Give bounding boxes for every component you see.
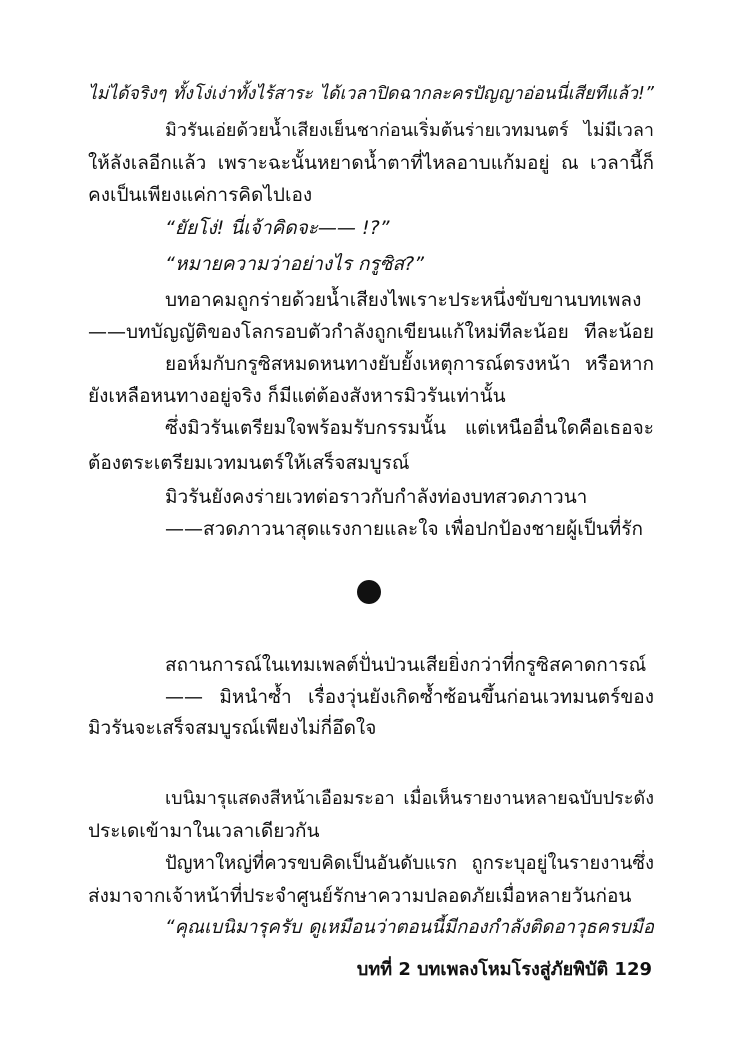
- text-line: คงเป็นเพียงแค่การคิดไปเอง: [88, 184, 313, 206]
- text-line: ให้ลังเลอีกแล้ว เพราะฉะนั้นหยาดน้ำตาที่ไหลอาบแก้มอยู่ ณ เวลานี้ก็: [88, 152, 654, 174]
- text-line: ส่งมาจากเจ้าหน้าที่ประจำศูนย์รักษาความปลอดภัยเมื่อหลายวันก่อน: [88, 885, 632, 907]
- text-line: ——สวดภาวนาสุดแรงกายและใจ เพื่อปกป้องชายผู้เป็นที่รัก: [165, 518, 643, 540]
- text-line: ยอห์มกับกรูซิสหมดหนทางยับยั้งเหตุการณ์ตรงหน้า หรือหาก: [165, 353, 654, 375]
- text-line: “คุณเบนิมารุครับ ดูเหมือนว่าตอนนี้มีกองกำลังติดอาวุธครบมือ: [165, 917, 654, 938]
- text-line: ——บทบัญญัติของโลกรอบตัวกำลังถูกเขียนแก้ใหม่ทีละน้อย ทีละน้อย: [88, 321, 654, 343]
- text-line: บทอาคมถูกร่ายด้วยน้ำเสียงไพเราะประหนึ่งขับขานบทเพลง: [165, 289, 642, 311]
- text-line: —— มิหนำซ้ำ เรื่องวุ่นยังเกิดซ้ำซ้อนขึ้นก่อนเวทมนตร์ของ: [165, 686, 654, 708]
- section-break-dot: [357, 580, 381, 604]
- text-line: ยังเหลือหนทางอยู่จริง ก็มีแต่ต้องสังหารมิวรันเท่านั้น: [88, 385, 506, 407]
- text-line: “ยัยโง่! นี่เจ้าคิดจะ—— !?”: [165, 217, 390, 239]
- text-line: สถานการณ์ในเทมเพลต์ปั่นป่วนเสียยิ่งกว่าที่กรูซิสคาดการณ์: [165, 654, 647, 676]
- text-line: ปัญหาใหญ่ที่ควรขบคิดเป็นอันดับแรก ถูกระบุอยู่ในรายงานซึ่ง: [165, 853, 654, 874]
- text-line: มิวรันจะเสร็จสมบูรณ์เพียงไม่กี่อึดใจ: [88, 717, 377, 739]
- text-line: ต้องตระเตรียมเวทมนตร์ให้เสร็จสมบูรณ์: [88, 452, 410, 474]
- text-line: มิวรันเอ่ยด้วยน้ำเสียงเย็นชาก่อนเริ่มต้นร่ายเวทมนตร์ ไม่มีเวลา: [165, 120, 654, 141]
- text-line: เบนิมารุแสดงสีหน้าเอือมระอา เมื่อเห็นรายงานหลายฉบับประดัง: [165, 788, 654, 809]
- page-footer: บทที่ 2 บทเพลงโหมโรงสู่ภัยพิบัติ 129: [356, 959, 652, 980]
- text-line: ซึ่งมิวรันเตรียมใจพร้อมรับกรรมนั้น แต่เหนืออื่นใดคือเธอจะ: [165, 417, 654, 439]
- text-line: ไม่ได้จริงๆ ทั้งโง่เง่าทั้งไร้สาระ ได้เวลาปิดฉากละครปัญญาอ่อนนี่เสียทีแล้ว!”: [88, 84, 654, 104]
- text-line: มิวรันยังคงร่ายเวทต่อราวกับกำลังท่องบทสวดภาวนา: [165, 486, 588, 508]
- text-line: “หมายความว่าอย่างไร กรูซิส?”: [165, 253, 425, 275]
- text-line: ประเดเข้ามาในเวลาเดียวกัน: [88, 820, 320, 842]
